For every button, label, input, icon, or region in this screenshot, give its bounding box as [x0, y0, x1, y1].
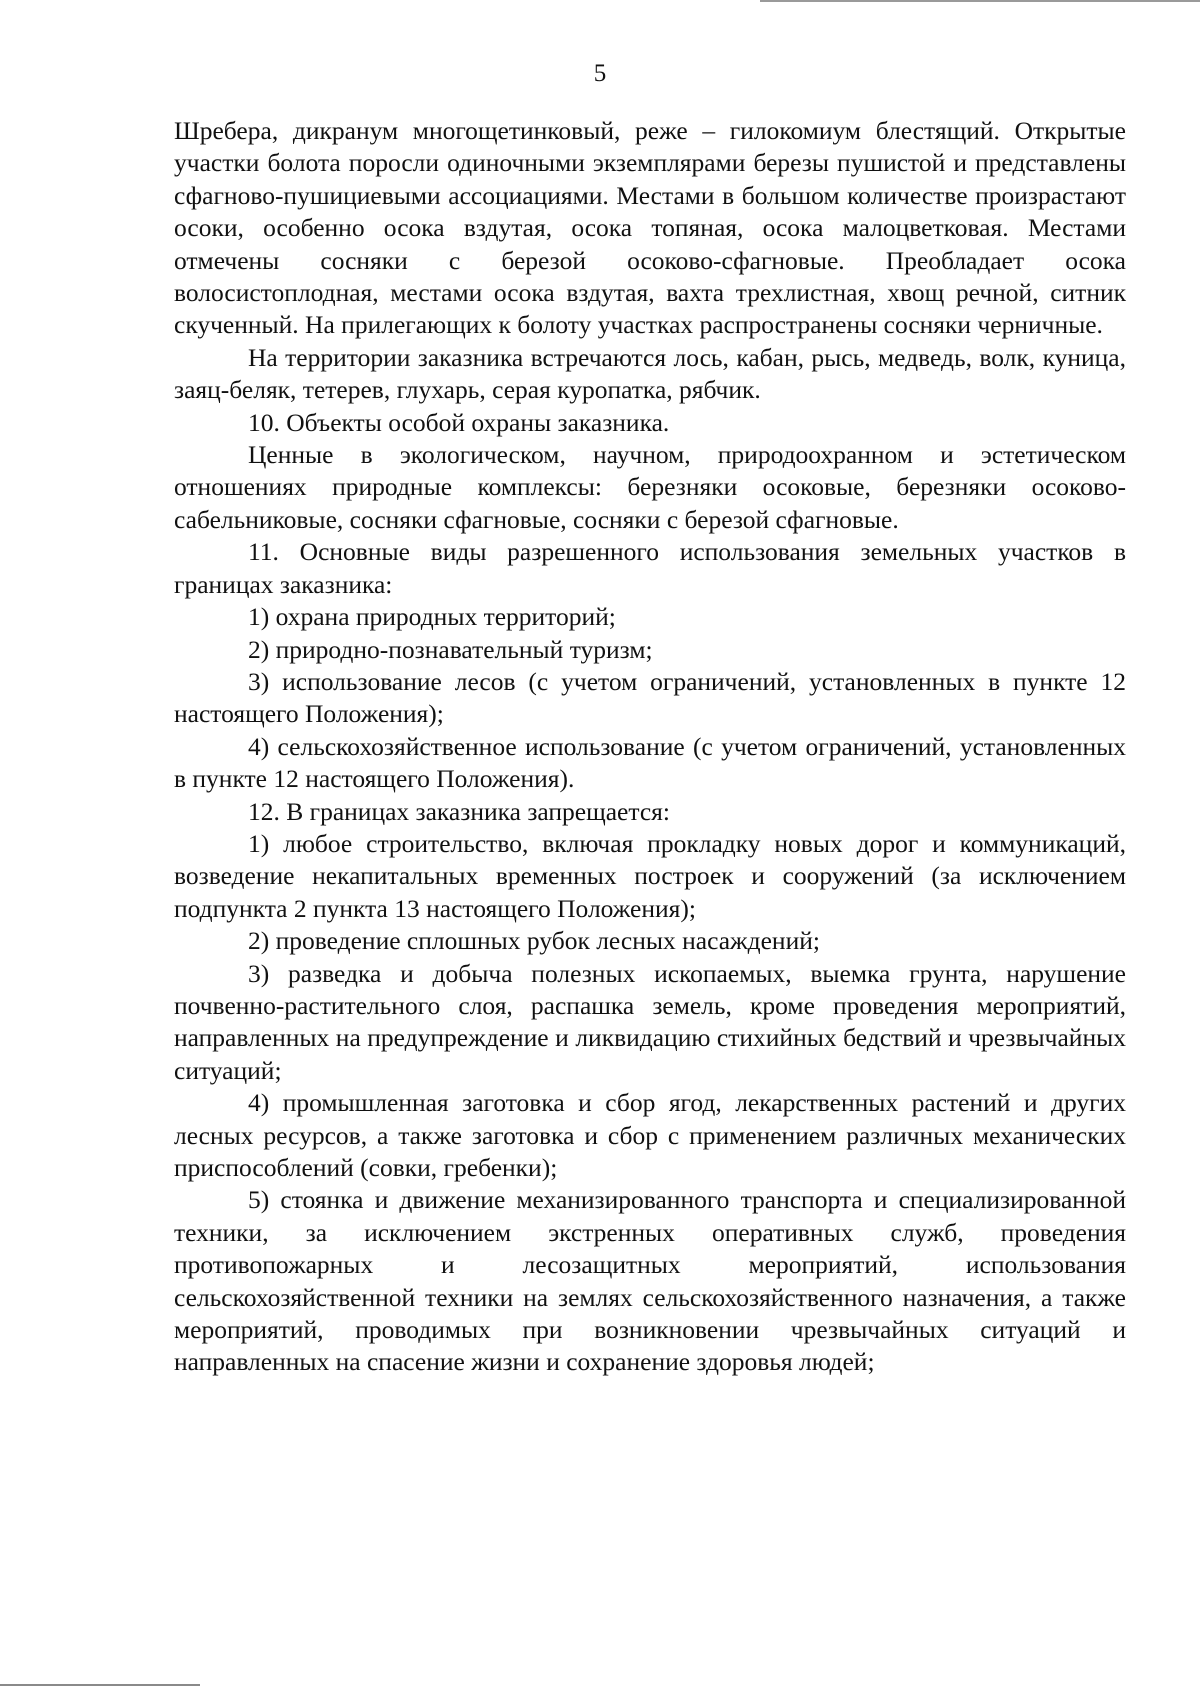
section-11-heading: 11. Основные виды разрешенного использования земельных участков в границах заказника: — [174, 537, 1126, 599]
list-item: 2) проведение сплошных рубок лесных насаждений; — [248, 926, 820, 956]
list-item: 1) охрана природных территорий; — [248, 602, 616, 632]
paragraph-fauna: На территории заказника встречаются лось, кабан, рысь, медведь, волк, куница, заяц-беляк, тетерев, глухарь, серая куропатка, рябчик. — [174, 342, 1126, 405]
scan-edge-bottom — [0, 1684, 200, 1686]
list-item: 2) природно-познавательный туризм; — [248, 634, 653, 664]
list-item: 1) любое строительство, включая прокладку новых дорог и коммуникаций, возведение некапитальных временных построек и сооружений (за исключением подпункта 2 пункта 13 настоящего Положения); — [174, 828, 1126, 923]
page-number: 5 — [593, 60, 607, 87]
list-item: 4) промышленная заготовка и сбор ягод, лекарственных растений и других лесных ресурсов, а также заготовка и сбор с применением различных механических приспособлений (совки, гребенки); — [174, 1088, 1126, 1182]
section-12-heading: 12. В границах заказника запрещается: — [248, 796, 670, 826]
list-item: 3) использование лесов (с учетом ограничений, установленных в пункте 12 настоящего Положения); — [174, 666, 1126, 729]
paragraph-continued-description: Шребера, дикранум многощетинковый, реже – гилокомиум блестящий. Открытые участки болота поросли одиночными экземплярами березы пушистой и представлены сфагново-пушициевыми ассоциациями. Местами в большом количестве произрастают осоки, особенно осока вздутая, осока топяная, осока малоцветковая. Местами отмечены сосняки с березой осоково-сфагновые. Преобладает осока волосистоплодная, местами осока вздутая, вахта трехлистная, хвощ речной, ситник скученный. На прилегающих к болоту участках распространены сосняки черничные. — [174, 116, 1126, 340]
list-item: 4) сельскохозяйственное использование (с учетом ограничений, установленных в пункте 12 настоящего Положения). — [174, 731, 1126, 794]
document-body — [174, 115, 1126, 1379]
paragraph-valuable-complexes: Ценные в экологическом, научном, природоохранном и эстетическом отношениях природные комплексы: березняки осоковые, березняки осоково-сабельниковые, сосняки сфагновые, сосняки с березой сфагновые. — [174, 440, 1126, 534]
list-item: 5) стоянка и движение механизированного транспорта и специализированной техники, за исключением экстренных оперативных служб, проведения противопожарных и лесозащитных мероприятий, использования сельскохозяйственной техники на землях сельскохозяйственного назначения, а также мероприятий, проводимых при возникновении чрезвычайных ситуаций и направленных на спасение жизни и сохранение здоровья людей; — [174, 1185, 1126, 1377]
scan-edge-top — [760, 0, 1200, 2]
section-10-heading: 10. Объекты особой охраны заказника. — [248, 407, 670, 437]
list-item: 3) разведка и добыча полезных ископаемых, выемка грунта, нарушение почвенно-растительного слоя, распашка земель, кроме проведения мероприятий, направленных на предупреждение и ликвидацию стихийных бедствий и чрезвычайных ситуаций; — [174, 958, 1126, 1085]
